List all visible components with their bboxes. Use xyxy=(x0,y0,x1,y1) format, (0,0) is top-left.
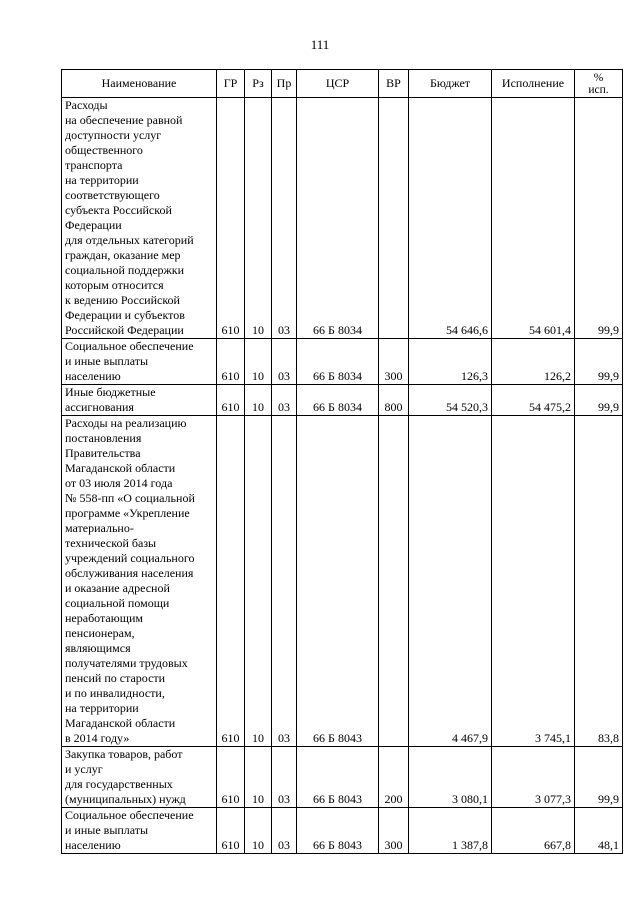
table-row xyxy=(62,416,623,747)
table-row xyxy=(62,339,623,385)
row-budget: 4 467,9 xyxy=(409,416,492,747)
row-csr: 66 Б 8034 xyxy=(297,339,379,385)
header-name: Наименование xyxy=(62,70,217,98)
row-csr: 66 Б 8034 xyxy=(297,385,379,416)
row-pct: 83,8 xyxy=(575,416,623,747)
row-execution: 3 745,1 xyxy=(492,416,575,747)
row-rz: 10 xyxy=(245,808,272,854)
row-vr xyxy=(379,416,409,747)
table-row xyxy=(62,98,623,339)
header-pct: % исп. xyxy=(575,70,623,98)
row-rz: 10 xyxy=(245,339,272,385)
row-pr: 03 xyxy=(272,339,297,385)
header-csr: ЦСР xyxy=(297,70,379,98)
row-gr: 610 xyxy=(217,808,245,854)
row-execution: 3 077,3 xyxy=(492,747,575,808)
row-name: Иные бюджетные ассигнования xyxy=(62,385,217,416)
row-rz: 10 xyxy=(245,416,272,747)
row-budget: 126,3 xyxy=(409,339,492,385)
row-gr: 610 xyxy=(217,339,245,385)
budget-execution-table xyxy=(61,69,623,854)
row-execution: 54 475,2 xyxy=(492,385,575,416)
table-row xyxy=(62,385,623,416)
row-execution: 126,2 xyxy=(492,339,575,385)
row-pct: 99,9 xyxy=(575,385,623,416)
row-execution: 667,8 xyxy=(492,808,575,854)
header-rz: Рз xyxy=(245,70,272,98)
row-gr: 610 xyxy=(217,98,245,339)
row-pr: 03 xyxy=(272,747,297,808)
row-rz: 10 xyxy=(245,385,272,416)
row-name: Социальное обеспечение и иные выплаты населению xyxy=(62,339,217,385)
table-row xyxy=(62,747,623,808)
header-pr: Пр xyxy=(272,70,297,98)
row-gr: 610 xyxy=(217,416,245,747)
row-vr: 800 xyxy=(379,385,409,416)
row-pr: 03 xyxy=(272,98,297,339)
row-pr: 03 xyxy=(272,416,297,747)
row-vr: 200 xyxy=(379,747,409,808)
row-rz: 10 xyxy=(245,747,272,808)
row-pr: 03 xyxy=(272,385,297,416)
header-vr: ВР xyxy=(379,70,409,98)
row-pct: 99,9 xyxy=(575,98,623,339)
row-name: Закупка товаров, работ и услуг для государственных (муниципальных) нужд xyxy=(62,747,217,808)
table-header-row xyxy=(62,70,623,98)
row-csr: 66 Б 8043 xyxy=(297,416,379,747)
row-gr: 610 xyxy=(217,385,245,416)
row-gr: 610 xyxy=(217,747,245,808)
row-csr: 66 Б 8034 xyxy=(297,98,379,339)
row-pct: 48,1 xyxy=(575,808,623,854)
row-budget: 54 520,3 xyxy=(409,385,492,416)
header-budget: Бюджет xyxy=(409,70,492,98)
row-name: Расходы на реализацию постановления Правительства Магаданской области от 03 июля 2014 года № 558-пп «О социальной программе «Укрепление материально- технической базы учреждений социального обслуживания населения и оказание адресной социальной помощи неработающим пенсионерам, являющимся получателями трудовых пенсий по старости и по инвалидности, на территории Магаданской области в 2014 году» xyxy=(62,416,217,747)
row-vr xyxy=(379,98,409,339)
row-pct: 99,9 xyxy=(575,339,623,385)
row-name: Социальное обеспечение и иные выплаты населению xyxy=(62,808,217,854)
row-rz: 10 xyxy=(245,98,272,339)
row-pr: 03 xyxy=(272,808,297,854)
row-budget: 54 646,6 xyxy=(409,98,492,339)
row-budget: 1 387,8 xyxy=(409,808,492,854)
row-execution: 54 601,4 xyxy=(492,98,575,339)
header-execution: Исполнение xyxy=(492,70,575,98)
row-pct: 99,9 xyxy=(575,747,623,808)
page-number: 111 xyxy=(310,37,330,52)
table-row xyxy=(62,808,623,854)
row-csr: 66 Б 8043 xyxy=(297,747,379,808)
row-vr: 300 xyxy=(379,339,409,385)
row-budget: 3 080,1 xyxy=(409,747,492,808)
header-gr: ГР xyxy=(217,70,245,98)
row-name: Расходы на обеспечение равной доступности услуг общественного транспорта на территории соответствующего субъекта Российской Федерации для отдельных категорий граждан, оказание мер социальной поддержки которым относится к ведению Российской Федерации и субъектов Российской Федерации xyxy=(62,98,217,339)
row-csr: 66 Б 8043 xyxy=(297,808,379,854)
row-vr: 300 xyxy=(379,808,409,854)
